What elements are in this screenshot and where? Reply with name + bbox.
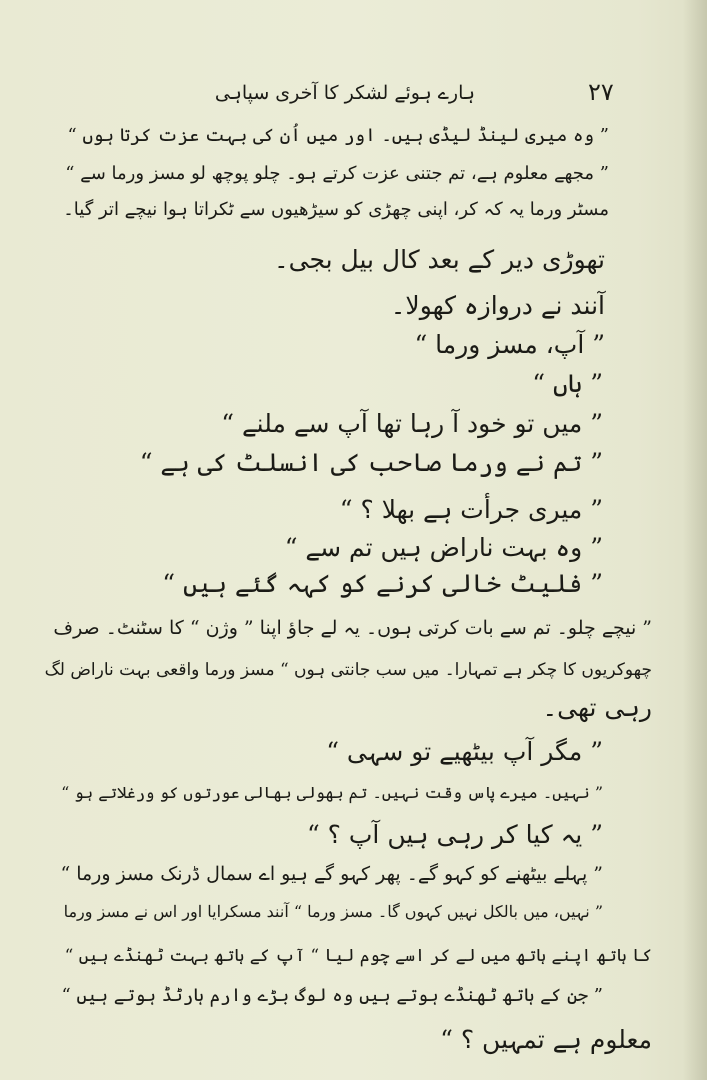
text-line: ” جن کے ہاتھ ٹھنڈے ہوتے ہیں وہ لوگ بڑے وارم ہارٹڈ ہوتے ہیں “: [61, 985, 603, 1006]
text-line: ” وہ بہت ناراض ہیں تم سے “: [284, 533, 603, 562]
page-edge-shadow: [683, 0, 707, 1080]
text-line: ” میں تو خود آ رہا تھا آپ سے ملنے “: [221, 409, 603, 438]
text-line: ” میری جرأت ہے بھلا ؟ “: [339, 495, 603, 524]
running-title: ہارے ہوئے لشکر کا آخری سپاہی: [214, 82, 475, 104]
text-line: ” نہیں۔ میرے پاس وقت نہیں۔ تم بھولی بھالی عورتوں کو ورغلاتے ہو “: [61, 783, 603, 802]
text-line: ” تم نے ورما صاحب کی انسلٹ کی ہے “: [139, 448, 603, 477]
text-line: ” وہ میری لینڈ لیڈی ہیں۔ اور میں اُن کی بہت عزت کرتا ہوں “: [67, 125, 609, 146]
text-line: ” ہاں “: [532, 369, 603, 398]
text-line: مسٹر ورما یہ کہ کر، اپنی چھڑی کو سیڑھیوں سے ٹکراتا ہوا نیچے اتر گیا۔: [63, 199, 609, 220]
text-line: ” آپ، مسز ورما “: [414, 330, 605, 359]
text-line: آنند نے دروازہ کھولا۔: [390, 291, 605, 320]
page-number: ۲۷: [588, 78, 614, 106]
text-line: رہی تھی۔: [542, 693, 652, 722]
text-line: ” نیچے چلو۔ تم سے بات کرتی ہوں۔ یہ لے جاؤ اپنا ” وژن “ کا سٹنٹ۔ صرف: [53, 617, 652, 639]
text-line: چھوکریوں کا چکر ہے تمہارا۔ میں سب جانتی ہوں “ مسز ورما واقعی بہت ناراض لگ: [44, 660, 652, 680]
text-line: تھوڑی دیر کے بعد کال بیل بجی۔: [274, 245, 605, 274]
text-line: ” فلیٹ خالی کرنے کو کہہ گئے ہیں “: [162, 569, 603, 598]
text-line: ” نہیں، میں بالکل نہیں کہوں گا۔ مسز ورما “ آنند مسکرایا اور اس نے مسز ورما: [63, 902, 603, 921]
text-line: ” پہلے بیٹھنے کو کہو گے۔ پھر کہو گے ہیو اے سمال ڈرنک مسز ورما “: [60, 863, 603, 885]
text-line: معلوم ہے تمہیں ؟ “: [440, 1025, 652, 1054]
text-line: ” مجھے معلوم ہے، تم جتنی عزت کرتے ہو۔ چلو پوچھ لو مسز ورما سے “: [65, 163, 609, 184]
text-line: ” یہ کیا کر رہی ہیں آپ ؟ “: [306, 820, 603, 849]
text-line: کا ہاتھ اپنے ہاتھ میں لے کر اسے چوم لیا “ آپ کے ہاتھ بہت ٹھنڈے ہیں “: [64, 946, 652, 966]
page-header: [0, 78, 707, 116]
text-line: ” مگر آپ بیٹھیے تو سہی “: [326, 737, 603, 766]
